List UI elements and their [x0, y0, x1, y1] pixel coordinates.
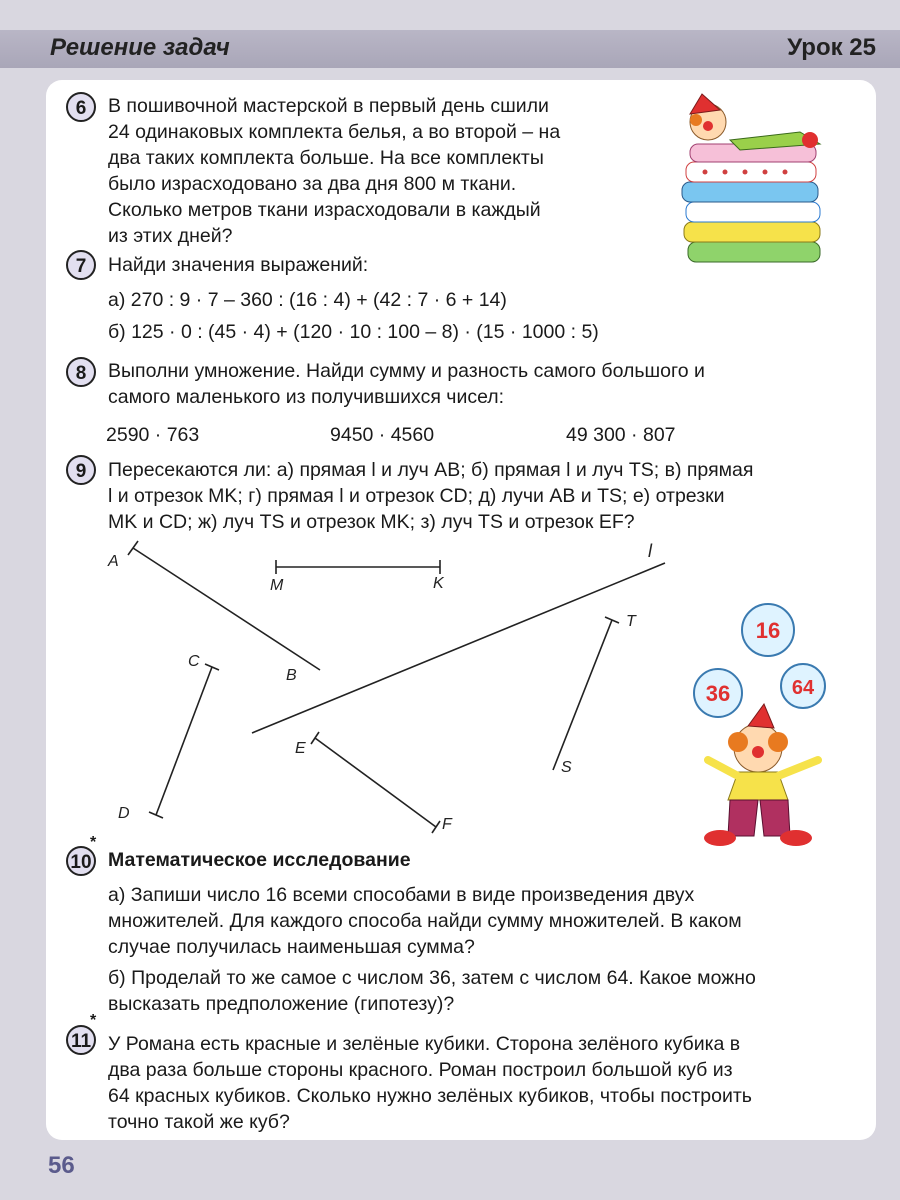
ray-ab-endpoint — [128, 541, 138, 555]
label-t: T — [626, 613, 636, 630]
task-7-expression-b: б) 125 · 0 : (45 · 4) + (120 · 10 : 100 – 8) · (15 · 1000 : 5) — [108, 321, 599, 343]
task-11-line: точно такой же куб? — [108, 1111, 290, 1133]
task-10-number: 10 — [66, 846, 96, 876]
ball-64: 64 — [791, 677, 815, 699]
task-8-product: 49 300 · 807 — [566, 424, 676, 446]
task-10-title: Математическое исследование — [108, 849, 411, 871]
task-9-line: l и отрезок MK; г) прямая l и отрезок CD; д) лучи AB и TS; е) отрезки — [108, 485, 725, 507]
label-e: E — [295, 740, 306, 757]
task-11-line: У Романа есть красные и зелёные кубики. Сторона зелёного кубика в — [108, 1033, 741, 1055]
segment-ef-endpoint-e — [311, 732, 319, 744]
label-l: l — [648, 541, 652, 561]
task-11-star: * — [90, 1012, 97, 1029]
task-9-line: Пересекаются ли: а) прямая l и луч AB; б) прямая l и луч TS; в) прямая — [108, 459, 754, 481]
task-8-product: 9450 · 4560 — [330, 424, 435, 446]
label-a: A — [108, 553, 119, 570]
task-8-product: 2590 · 763 — [106, 424, 200, 446]
ball-36: 36 — [705, 681, 731, 706]
task-7-number: 7 — [66, 250, 96, 280]
task-10-b-line: высказать предположение (гипотезу)? — [108, 993, 455, 1015]
task-6-line: Сколько метров ткани израсходовали в каждый — [108, 199, 541, 221]
task-6-number: 6 — [66, 92, 96, 122]
label-b: B — [286, 667, 297, 684]
segment-ef — [315, 738, 436, 827]
label-s: S — [561, 759, 572, 776]
segment-ef-endpoint-f — [432, 821, 440, 833]
task-9-line: MK и CD; ж) луч TS и отрезок MK; з) луч TS и отрезок EF? — [108, 511, 635, 533]
task-6-line: из этих дней? — [108, 225, 233, 247]
task-8-line: самого маленького из получившихся чисел: — [108, 386, 505, 408]
ray-ts — [553, 620, 612, 770]
ball-16: 16 — [755, 618, 781, 643]
task-11-number: 11 — [66, 1025, 96, 1055]
task-10-b-line: б) Проделай то же самое с числом 36, затем с числом 64. Какое можно — [108, 967, 756, 989]
page-number: 56 — [48, 1152, 75, 1179]
task-6-line: В пошивочной мастерской в первый день сшили — [108, 95, 549, 117]
task-10-star: * — [90, 834, 97, 851]
label-k: K — [433, 575, 444, 592]
task-7-title: Найди значения выражений: — [108, 254, 369, 276]
segment-cd — [156, 667, 212, 815]
label-d: D — [118, 805, 130, 822]
task-10-a-line: а) Запиши число 16 всеми способами в виде произведения двух — [108, 884, 695, 906]
label-m: M — [270, 577, 284, 594]
task-8-number: 8 — [66, 357, 96, 387]
label-f: F — [442, 816, 452, 833]
task-6-line: два таких комплекта больше. На все комплекты — [108, 147, 544, 169]
task-10-a-line: случае получилась наименьшая сумма? — [108, 936, 475, 958]
task-9-number: 9 — [66, 455, 96, 485]
task-8-line: Выполни умножение. Найди сумму и разность самого большого и — [108, 360, 705, 382]
label-c: C — [188, 653, 200, 670]
task-6-line: 24 одинаковых комплекта белья, а во второй – на — [108, 121, 561, 143]
line-l — [252, 563, 665, 733]
task-6-line: было израсходовано за два дня 800 м ткани. — [108, 173, 517, 195]
task-7-expression-a: а) 270 : 9 · 7 – 360 : (16 : 4) + (42 : 7 · 6 + 14) — [108, 289, 507, 311]
task-10-a-line: множителей. Для каждого способа найди сумму множителей. В каком — [108, 910, 742, 932]
lesson-title: Урок 25 — [787, 34, 876, 61]
task-11-line: два раза больше стороны красного. Роман построил большой куб из — [108, 1059, 733, 1081]
task-11-line: 64 красных кубиков. Сколько нужно зелёных кубиков, чтобы построить — [108, 1085, 752, 1107]
section-title: Решение задач — [50, 34, 230, 61]
juggling-clown-illustration — [668, 600, 848, 850]
